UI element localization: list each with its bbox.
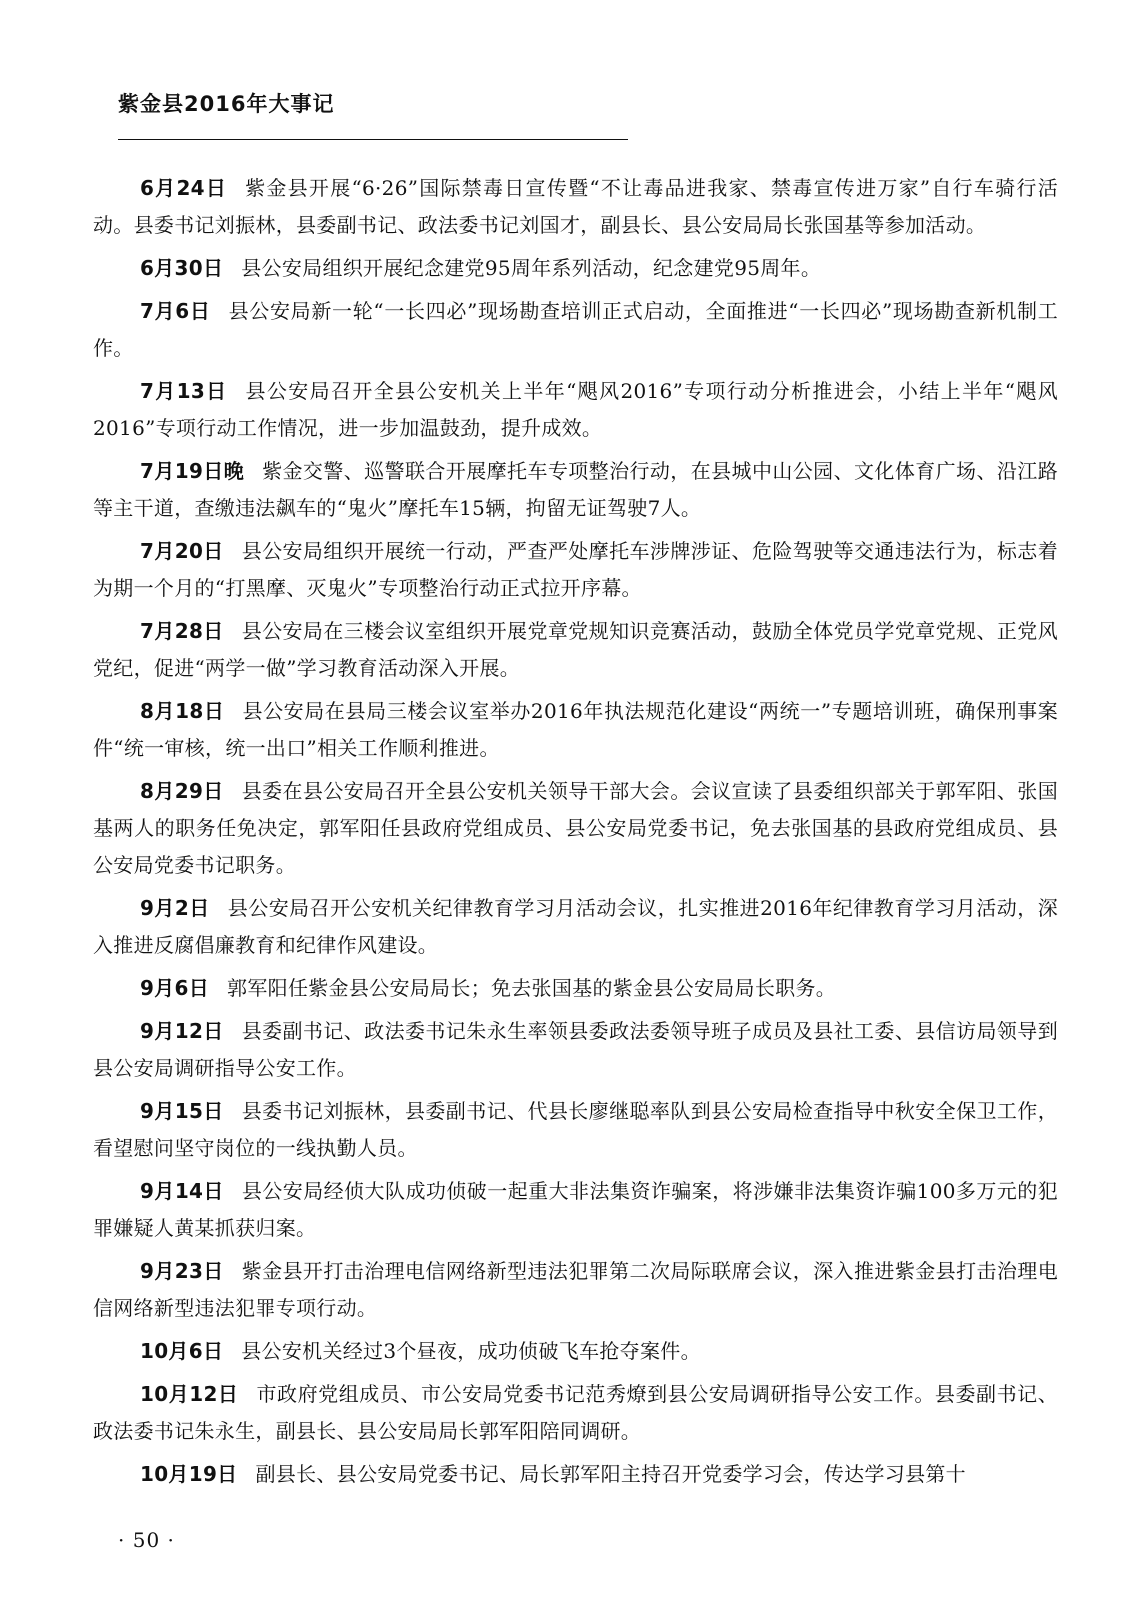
chronicle-entry (93, 533, 1058, 607)
entry-text: 县公安局组织开展纪念建党95周年系列活动，纪念建党95周年。 (241, 256, 822, 280)
entry-date: 6月24日 (140, 176, 228, 200)
entry-date: 9月14日 (140, 1179, 224, 1203)
chronicle-entry (93, 970, 1058, 1007)
entry-text: 副县长、县公安局党委书记、局长郭军阳主持召开党委学习会，传达学习县第十 (255, 1462, 966, 1486)
entry-date: 10月6日 (140, 1339, 224, 1363)
chronicle-entry (93, 1456, 1058, 1493)
entry-text: 县公安机关经过3个昼夜，成功侦破飞车抢夺案件。 (241, 1339, 701, 1363)
entry-date: 9月6日 (140, 976, 210, 1000)
entry-text: 县公安局召开公安机关纪律教育学习月活动会议，扎实推进2016年纪律教育学习月活动，深入推进反腐倡廉教育和纪律作风建设。 (93, 896, 1058, 957)
chronicle-body (93, 170, 1058, 1499)
entry-text: 县公安局新一轮“一长四必”现场勘查培训正式启动，全面推进“一长四必”现场勘查新机制工作。 (93, 299, 1058, 360)
entry-date: 9月15日 (140, 1099, 224, 1123)
entry-text: 郭军阳任紫金县公安局局长；免去张国基的紫金县公安局局长职务。 (227, 976, 837, 1000)
entry-date: 7月19日晚 (140, 459, 245, 483)
entry-date: 7月20日 (140, 539, 224, 563)
chronicle-entry (93, 293, 1058, 367)
entry-date: 7月28日 (140, 619, 224, 643)
entry-text: 紫金县开展“6·26”国际禁毒日宣传暨“不让毒品进我家、禁毒宣传进万家”自行车骑行活动。县委书记刘振林，县委副书记、政法委书记刘国才，副县长、县公安局局长张国基等参加活动。 (93, 176, 1059, 237)
entry-text: 紫金交警、巡警联合开展摩托车专项整治行动，在县城中山公园、文化体育广场、沿江路等主干道，查缴违法飙车的“鬼火”摩托车15辆，拘留无证驾驶7人。 (93, 459, 1058, 520)
chronicle-entry (93, 1333, 1058, 1370)
entry-date: 9月23日 (140, 1259, 224, 1283)
entry-text: 县公安局在三楼会议室组织开展党章党规知识竞赛活动，鼓励全体党员学党章党规、正党风党纪，促进“两学一做”学习教育活动深入开展。 (93, 619, 1059, 680)
entry-text: 县委副书记、政法委书记朱永生率领县委政法委领导班子成员及县社工委、县信访局领导到县公安局调研指导公安工作。 (93, 1019, 1059, 1080)
running-header: 紫金县2016年大事记 (118, 92, 335, 116)
chronicle-entry (93, 1013, 1058, 1087)
entry-date: 9月12日 (140, 1019, 224, 1043)
entry-text: 县公安局组织开展统一行动，严查严处摩托车涉牌涉证、危险驾驶等交通违法行为，标志着为期一个月的“打黑摩、灭鬼火”专项整治行动正式拉开序幕。 (93, 539, 1059, 600)
entry-date: 7月6日 (140, 299, 211, 323)
chronicle-entry (93, 693, 1058, 767)
chronicle-entry (93, 890, 1058, 964)
entry-text: 县公安局经侦大队成功侦破一起重大非法集资诈骗案，将涉嫌非法集资诈骗100多万元的犯罪嫌疑人黄某抓获归案。 (93, 1179, 1059, 1240)
entry-text: 县公安局在县局三楼会议室举办2016年执法规范化建设“两统一”专题培训班，确保刑事案件“统一审核，统一出口”相关工作顺利推进。 (93, 699, 1058, 760)
entry-date: 10月19日 (140, 1462, 238, 1486)
entry-date: 7月13日 (140, 379, 228, 403)
entry-date: 8月18日 (140, 699, 225, 723)
chronicle-entry (93, 1376, 1058, 1450)
chronicle-entry (93, 773, 1058, 884)
entry-date: 8月29日 (140, 779, 224, 803)
entry-date: 9月2日 (140, 896, 210, 920)
chronicle-entry (93, 1253, 1058, 1327)
entry-text: 县委在县公安局召开全县公安机关领导干部大会。会议宣读了县委组织部关于郭军阳、张国基两人的职务任免决定，郭军阳任县政府党组成员、县公安局党委书记，免去张国基的县政府党组成员、县公安局党委书记职务。 (93, 779, 1059, 877)
chronicle-entry (93, 250, 1058, 287)
entry-date: 6月30日 (140, 256, 224, 280)
entry-text: 县委书记刘振林，县委副书记、代县长廖继聪率队到县公安局检查指导中秋安全保卫工作，看望慰问坚守岗位的一线执勤人员。 (93, 1099, 1059, 1160)
entry-date: 10月12日 (140, 1382, 239, 1406)
chronicle-entry (93, 170, 1058, 244)
chronicle-entry (93, 1093, 1058, 1167)
entry-text: 市政府党组成员、市公安局党委书记范秀燎到县公安局调研指导公安工作。县委副书记、政法委书记朱永生，副县长、县公安局局长郭军阳陪同调研。 (93, 1382, 1058, 1443)
entry-text: 县公安局召开全县公安机关上半年“飓风2016”专项行动分析推进会，小结上半年“飓风2016”专项行动工作情况，进一步加温鼓劲，提升成效。 (93, 379, 1059, 440)
entry-text: 紫金县开打击治理电信网络新型违法犯罪第二次局际联席会议，深入推进紫金县打击治理电信网络新型违法犯罪专项行动。 (93, 1259, 1059, 1320)
header-rule (118, 139, 628, 140)
chronicle-entry (93, 613, 1058, 687)
chronicle-entry (93, 1173, 1058, 1247)
page-number: · 50 · (118, 1528, 175, 1552)
chronicle-entry (93, 453, 1058, 527)
chronicle-entry (93, 373, 1058, 447)
